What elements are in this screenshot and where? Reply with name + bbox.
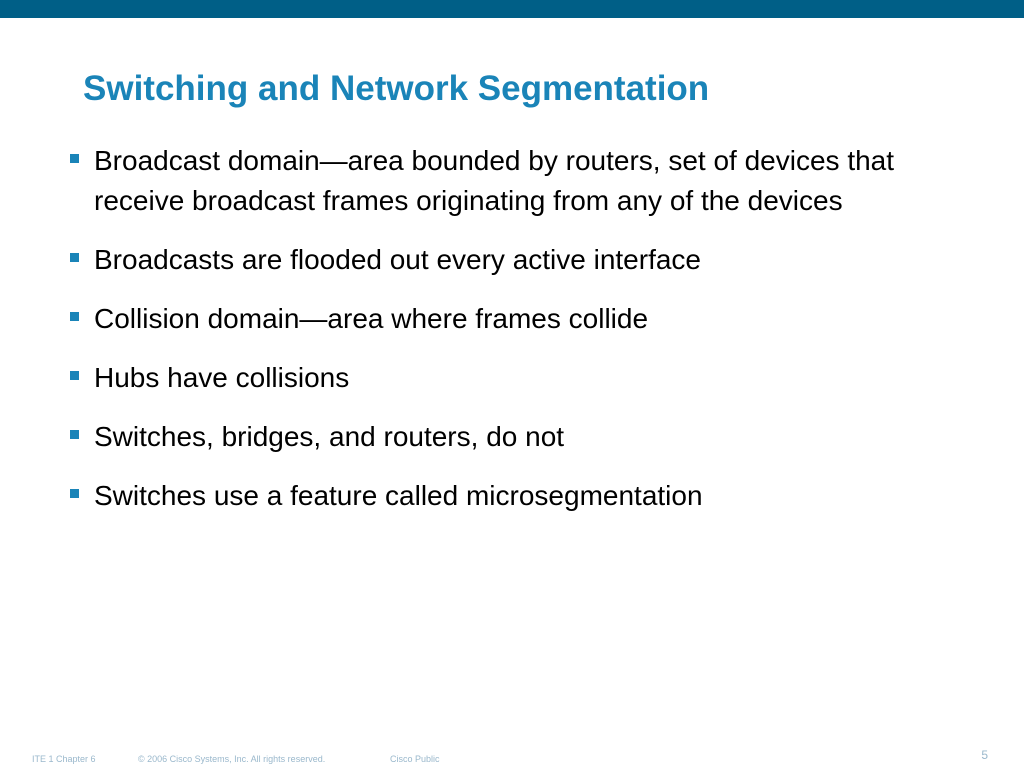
square-bullet-icon	[70, 253, 79, 262]
bullet-item	[70, 417, 950, 457]
square-bullet-icon	[70, 489, 79, 498]
bullet-list	[70, 141, 950, 535]
page-number: 5	[981, 748, 988, 762]
slide-title: Switching and Network Segmentation	[83, 69, 710, 108]
square-bullet-icon	[70, 154, 79, 163]
bullet-text: Switches, bridges, and routers, do not	[94, 421, 565, 452]
bullet-text: Broadcast domain—area bounded by routers, set of devices that receive broadcast frames originating from any of the devices	[94, 145, 895, 216]
bullet-text: Broadcasts are flooded out every active interface	[94, 244, 702, 275]
footer-classification: Cisco Public	[390, 754, 440, 764]
bullet-item	[70, 240, 950, 280]
bullet-text: Switches use a feature called microsegmentation	[94, 480, 703, 511]
bullet-item	[70, 476, 950, 516]
square-bullet-icon	[70, 430, 79, 439]
top-banner-bar	[0, 0, 1024, 18]
bullet-item	[70, 141, 950, 221]
bullet-text: Hubs have collisions	[94, 362, 350, 393]
square-bullet-icon	[70, 371, 79, 380]
footer-copyright: © 2006 Cisco Systems, Inc. All rights reserved.	[138, 754, 326, 764]
footer-chapter: ITE 1 Chapter 6	[32, 754, 96, 764]
bullet-text: Collision domain—area where frames collide	[94, 303, 649, 334]
square-bullet-icon	[70, 312, 79, 321]
bullet-item	[70, 299, 950, 339]
bullet-item	[70, 358, 950, 398]
